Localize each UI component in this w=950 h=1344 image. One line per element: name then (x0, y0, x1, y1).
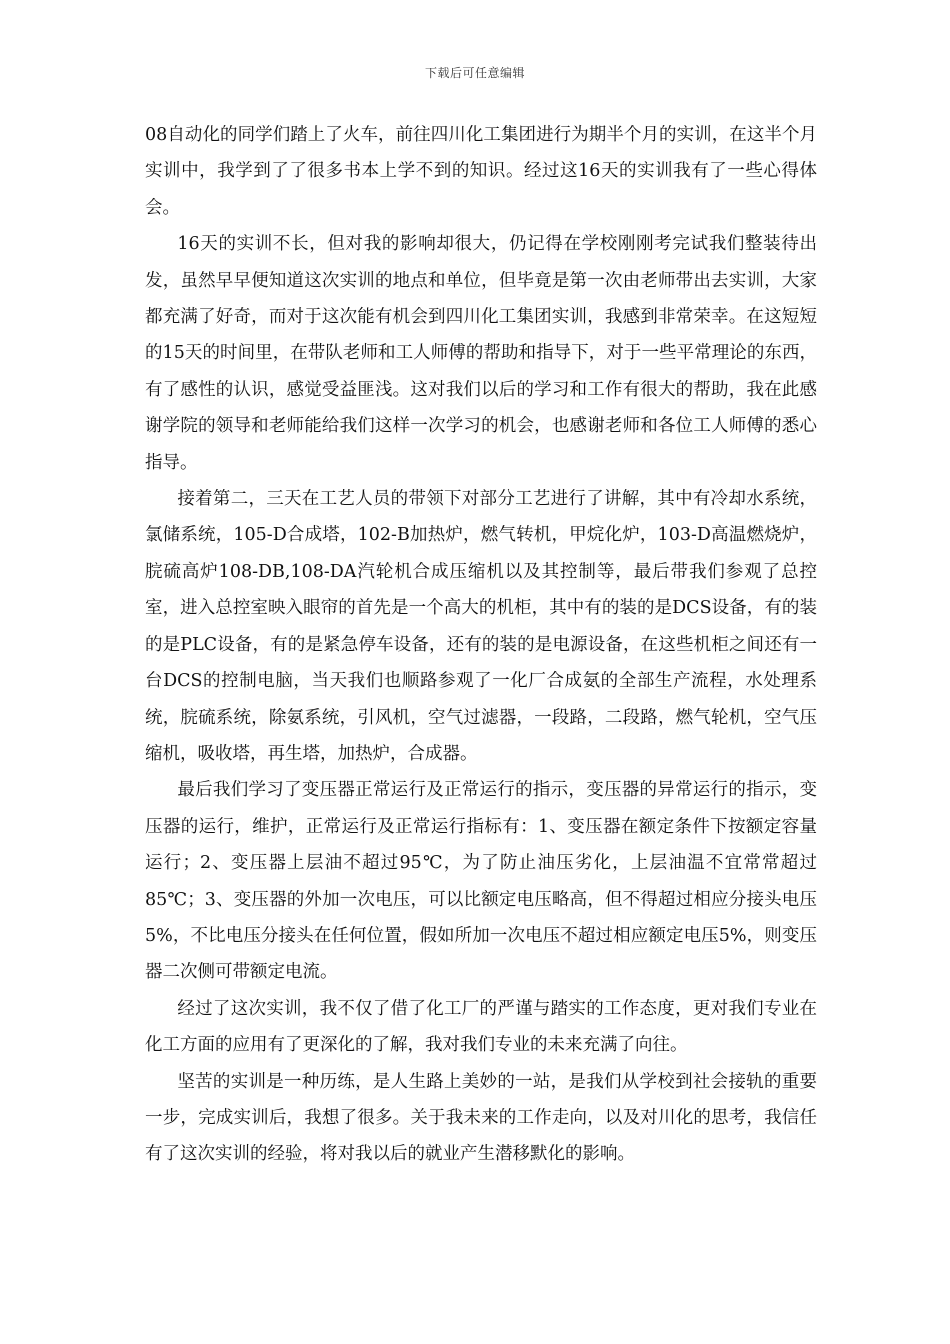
paragraph-1: 08自动化的同学们踏上了火车，前往四川化工集团进行为期半个月的实训，在这半个月实训中，我学到了了很多书本上学不到的知识。经过这16天的实训我有了一些心得体会。 (145, 125, 817, 218)
paragraph-5: 经过了这次实训，我不仅了借了化工厂的严谨与踏实的工作态度，更对我们专业在化工方面的应用有了更深化的了解，我对我们专业的未来充满了向往。 (145, 998, 817, 1056)
paragraph-2: 16天的实训不长，但对我的影响却很大，仍记得在学校刚刚考完试我们整装待出发，虽然早早便知道这次实训的地点和单位，但毕竟是第一次由老师带出去实训，大家都充满了好奇，而对于这次能有机会到四川化工集团实训，我感到非常荣幸。在这短短的15天的时间里，在带队老师和工人师傅的帮助和指导下，对于一些平常理论的东西，有了感性的认识，感觉受益匪浅。这对我们以后的学习和工作有很大的帮助，我在此感谢学院的领导和老师能给我们这样一次学习的机会，也感谢老师和各位工人师傅的悉心指导。 (145, 234, 817, 473)
paragraph-4: 最后我们学习了变压器正常运行及正常运行的指示，变压器的异常运行的指示，变压器的运行，维护，正常运行及正常运行指标有：1、变压器在额定条件下按额定容量运行；2、变压器上层油不超过95℃，为了防止油压劣化，上层油温不宜常常超过85℃；3、变压器的外加一次电压，可以比额定电压略高，但不得超过相应分接头电压5%，不比电压分接头在任何位置，假如所加一次电压不超过相应额定电压5%，则变压器二次侧可带额定电流。 (145, 780, 817, 983)
paragraph-3: 接着第二，三天在工艺人员的带领下对部分工艺进行了讲解，其中有冷却水系统，氯储系统，105-D合成塔，102-B加热炉，燃气转机，甲烷化炉，103-D高温燃烧炉，脘硫高炉108-DB,108-DA汽轮机合成压缩机以及其控制等，最后带我们参观了总控室，进入总控室映入眼帘的首先是一个高大的机柜，其中有的装的是DCS设备，有的装的是PLC设备，有的是紧急停车设备，还有的装的是电源设备，在这些机柜之间还有一台DCS的控制电脑，当天我们也顺路参观了一化厂合成氨的全部生产流程，水处理系统，脘硫系统，除氨系统，引风机，空气过滤器，一段路，二段路，燃气轮机，空气压缩机，吸收塔，再生塔，加热炉，合成器。 (145, 489, 817, 764)
document-body (145, 117, 817, 1173)
paragraph-6: 坚苦的实训是一种历练，是人生路上美妙的一站，是我们从学校到社会接轨的重要一步，完成实训后，我想了很多。关于我未来的工作走向，以及对川化的思考，我信任有了这次实训的经验，将对我以后的就业产生潜移默化的影响。 (145, 1071, 817, 1165)
page-header: 下载后可任意编辑 (424, 66, 525, 80)
